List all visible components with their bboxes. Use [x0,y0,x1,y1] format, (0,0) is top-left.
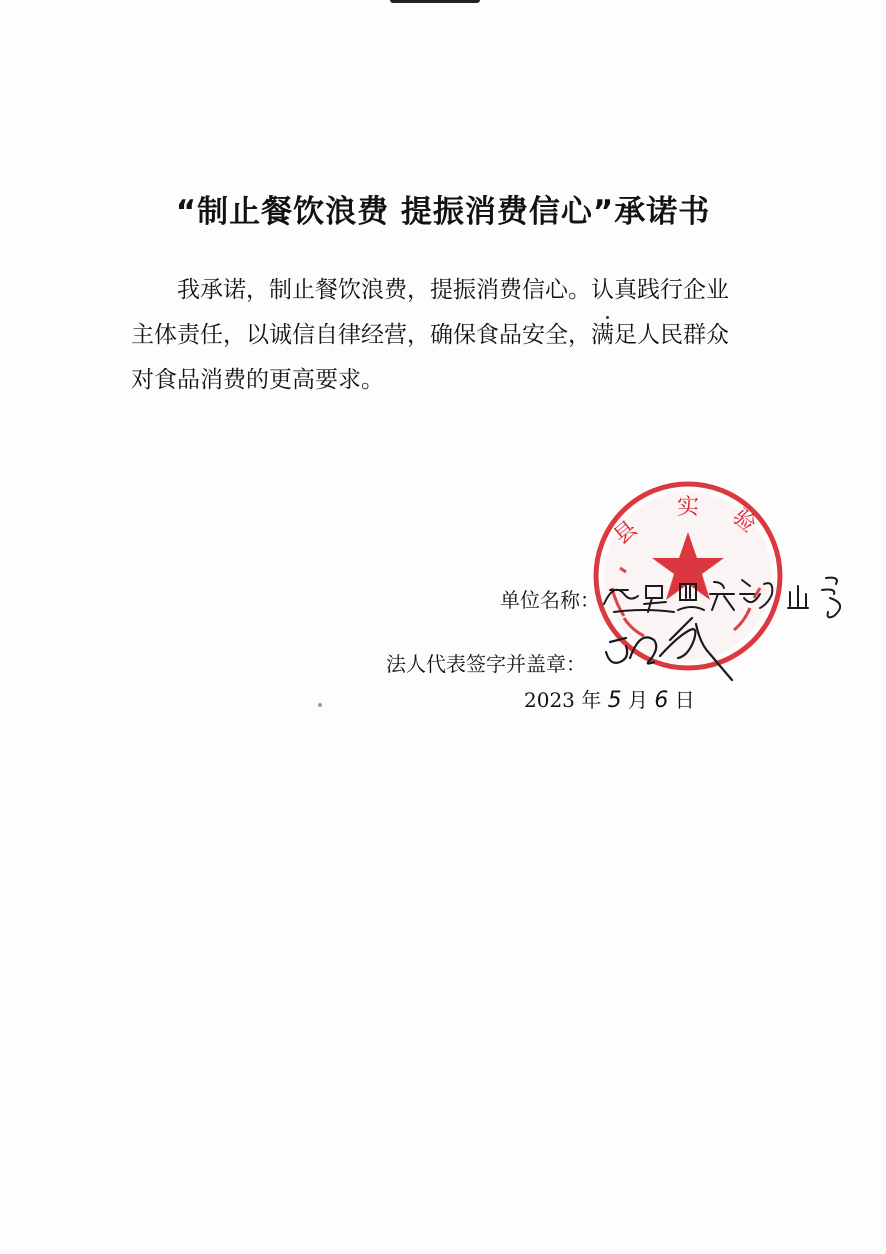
scan-speck [318,703,322,707]
legal-rep-signature [600,612,740,684]
unit-name-label: 单位名称： [500,588,600,612]
seal-text-top: 实 [676,495,700,520]
scan-edge-mark [390,0,480,3]
legal-rep-label: 法人代表签字并盖章： [386,652,586,676]
date-day: 6 [654,688,669,713]
date-month: 5 [607,688,622,713]
paragraph-line-2: 主体责任，以诚信自律经营，确保食品安全，满足人民群众 [131,322,729,348]
paragraph-line-1: 我承诺，制止餐饮浪费，提振消费信心。认真践行企业 [177,277,729,303]
date-month-char: 月 [627,688,648,712]
date-day-char: 日 [674,688,695,712]
seal-text-left: 县 [609,516,643,550]
document-title: “制止餐饮浪费 提振消费信心”承诺书 [175,194,711,230]
date-year: 2023 [524,688,575,712]
date-line [524,684,695,713]
commitment-paragraph [131,268,781,403]
paragraph-line-3: 对食品消费的更高要求。 [131,367,384,393]
date-year-char: 年 [581,688,602,712]
scan-speck [606,316,609,319]
seal-text-right: 验 [727,504,761,538]
